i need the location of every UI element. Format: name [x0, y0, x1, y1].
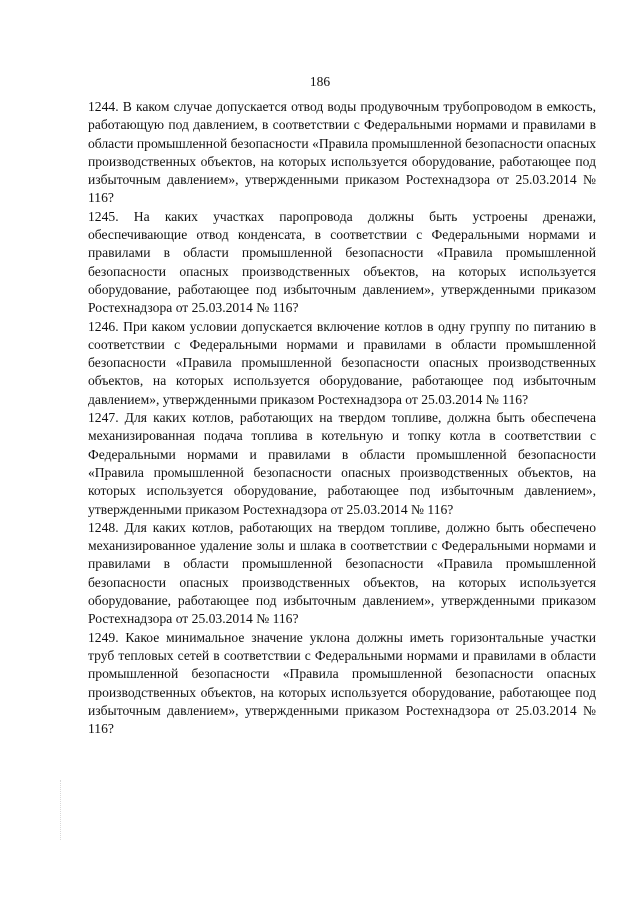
question-1248: 1248. Для каких котлов, работающих на твердом топливе, должно быть обеспечено механизированное удаление золы и шлака в соответствии с Федеральными нормами и правилами в области промышленной безопасности «Правила промышленной безопасности опасных производственных объектов, на которых используется оборудование, работающее под избыточным давлением», утвержденными приказом Ростехнадзора от 25.03.2014 № 116? — [88, 519, 596, 627]
question-1247: 1247. Для каких котлов, работающих на твердом топливе, должна быть обеспечена механизированная подача топлива в котельную и топку котла в соответствии с Федеральными нормами и правилами в области промышленной безопасности «Правила промышленной безопасности опасных производственных объектов, на которых используется оборудование, работающее под избыточным давлением», утвержденными приказом Ростехнадзора от 25.03.2014 № 116? — [88, 410, 596, 517]
question-1245: 1245. На каких участках паропровода должны быть устроены дренажи, обеспечивающие отвод конденсата, в соответствии с Федеральными нормами и правилами в области промышленной безопасности «Правила промышленной безопасности опасных производственных объектов, на которых используется оборудование, работающее под избыточным давлением», утвержденными приказом Ростехнадзора от 25.03.2014 № 116? — [88, 208, 596, 316]
question-list — [88, 98, 596, 738]
page-number: 186 — [309, 74, 331, 89]
question-1244: 1244. В каком случае допускается отвод воды продувочным трубопроводом в емкость, работающую под давлением, в соответствии с Федеральными нормами и правилами в области промышленной безопасности «Правила промышленной безопасности опасных производственных объектов, на которых используется оборудование, работающее под избыточным давлением», утвержденными приказом Ростехнадзора от 25.03.2014 № 116? — [88, 99, 596, 206]
question-1246: 1246. При каком условии допускается включение котлов в одну группу по питанию в соответствии с Федеральными нормами и правилами в области промышленной безопасности «Правила промышленной безопасности опасных производственных объектов, на которых используется оборудование, работающее под избыточным давлением», утвержденными приказом Ростехнадзора от 25.03.2014 № 116? — [88, 318, 596, 407]
scan-artifact — [60, 780, 67, 840]
question-1249: 1249. Какое минимальное значение уклона должны иметь горизонтальные участки труб тепловых сетей в соответствии с Федеральными нормами и правилами в области промышленной безопасности «Правила промышленной безопасности опасных производственных объектов, на которых используется оборудование, работающее под избыточным давлением», утвержденными приказом Ростехнадзора от 25.03.2014 № 116? — [88, 629, 596, 737]
